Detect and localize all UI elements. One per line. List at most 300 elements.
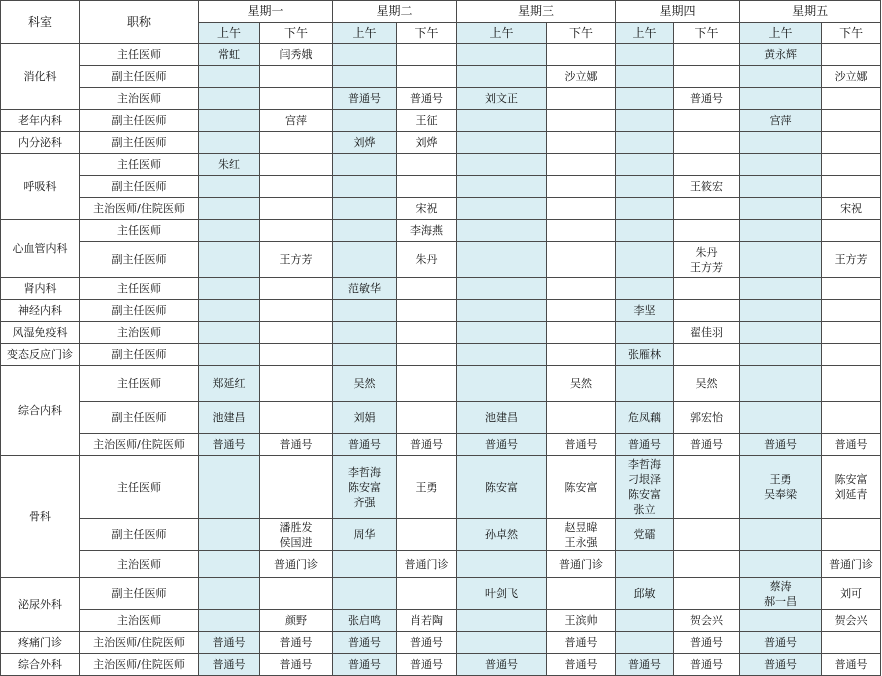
slot-am-cell: [199, 519, 260, 551]
header-am: 上午: [616, 23, 674, 44]
slot-am-cell: 池建昌: [199, 402, 260, 434]
title-cell: 主治医师: [80, 551, 199, 578]
dept-cell: 心血管内科: [1, 220, 80, 278]
slot-am-cell: [616, 551, 674, 578]
slot-am-cell: 朱红: [199, 154, 260, 176]
slot-pm-cell: [547, 578, 616, 610]
slot-pm-cell: [260, 278, 333, 300]
slot-pm-cell: [260, 220, 333, 242]
title-cell: 主治医师: [80, 610, 199, 632]
slot-pm-cell: 贺会兴: [674, 610, 740, 632]
slot-pm-cell: [547, 132, 616, 154]
slot-am-cell: [457, 154, 547, 176]
slot-pm-cell: 李海燕: [397, 220, 457, 242]
slot-am-cell: 张雁林: [616, 344, 674, 366]
slot-pm-cell: [674, 132, 740, 154]
slot-pm-cell: [547, 322, 616, 344]
slot-am-cell: [616, 242, 674, 278]
table-row: [1, 66, 881, 88]
slot-pm-cell: [674, 198, 740, 220]
dept-cell: 泌尿外科: [1, 578, 80, 632]
slot-pm-cell: [547, 88, 616, 110]
slot-am-cell: 叶剑飞: [457, 578, 547, 610]
slot-am-cell: [333, 198, 397, 220]
slot-am-cell: [199, 132, 260, 154]
dept-cell: 疼痛门诊: [1, 632, 80, 654]
slot-am-cell: [457, 242, 547, 278]
slot-am-cell: [616, 154, 674, 176]
title-cell: 副主任医师: [80, 176, 199, 198]
slot-pm-cell: 刘可: [822, 578, 881, 610]
schedule-body: [1, 44, 881, 676]
slot-am-cell: 危凤藕: [616, 402, 674, 434]
slot-am-cell: 普通号: [457, 434, 547, 456]
slot-pm-cell: 普通门诊: [822, 551, 881, 578]
header-am: 上午: [740, 23, 822, 44]
slot-am-cell: 张启鸣: [333, 610, 397, 632]
title-cell: 副主任医师: [80, 578, 199, 610]
slot-pm-cell: 普通门诊: [547, 551, 616, 578]
dept-cell: 变态反应门诊: [1, 344, 80, 366]
slot-am-cell: [457, 322, 547, 344]
slot-am-cell: [740, 366, 822, 402]
slot-pm-cell: [260, 88, 333, 110]
slot-pm-cell: [397, 322, 457, 344]
dept-cell: 神经内科: [1, 300, 80, 322]
slot-pm-cell: 普通号: [397, 434, 457, 456]
slot-am-cell: [740, 551, 822, 578]
slot-am-cell: [740, 88, 822, 110]
slot-pm-cell: [547, 300, 616, 322]
slot-pm-cell: [397, 344, 457, 366]
slot-am-cell: 普通号: [333, 654, 397, 676]
slot-pm-cell: [547, 154, 616, 176]
slot-pm-cell: 宋祝: [397, 198, 457, 220]
slot-pm-cell: [397, 300, 457, 322]
slot-pm-cell: 普通号: [397, 632, 457, 654]
slot-pm-cell: [674, 456, 740, 519]
slot-pm-cell: [547, 176, 616, 198]
slot-pm-cell: 郭宏怡: [674, 402, 740, 434]
slot-pm-cell: 宋祝: [822, 198, 881, 220]
table-row: [1, 519, 881, 551]
slot-am-cell: [740, 198, 822, 220]
slot-am-cell: 范敏华: [333, 278, 397, 300]
slot-pm-cell: [674, 220, 740, 242]
slot-am-cell: [616, 220, 674, 242]
dept-cell: 内分泌科: [1, 132, 80, 154]
slot-am-cell: [199, 176, 260, 198]
slot-am-cell: 党礌: [616, 519, 674, 551]
slot-pm-cell: 王方芳: [260, 242, 333, 278]
title-cell: 主任医师: [80, 366, 199, 402]
header-pm: 下午: [547, 23, 616, 44]
slot-pm-cell: [674, 278, 740, 300]
dept-cell: 骨科: [1, 456, 80, 578]
slot-pm-cell: 宫萍: [260, 110, 333, 132]
slot-pm-cell: [674, 519, 740, 551]
slot-am-cell: [457, 176, 547, 198]
slot-pm-cell: [674, 66, 740, 88]
table-row: [1, 220, 881, 242]
slot-pm-cell: [822, 154, 881, 176]
slot-am-cell: [333, 322, 397, 344]
slot-pm-cell: [822, 402, 881, 434]
slot-pm-cell: 沙立娜: [547, 66, 616, 88]
slot-am-cell: [199, 278, 260, 300]
slot-am-cell: 常虹: [199, 44, 260, 66]
dept-cell: 肾内科: [1, 278, 80, 300]
slot-am-cell: [616, 176, 674, 198]
table-row: [1, 434, 881, 456]
slot-am-cell: [333, 176, 397, 198]
slot-am-cell: [333, 578, 397, 610]
table-row: [1, 610, 881, 632]
table-row: [1, 198, 881, 220]
slot-pm-cell: 普通号: [822, 654, 881, 676]
header-row-days: [1, 1, 881, 23]
table-row: [1, 402, 881, 434]
header-pm: 下午: [674, 23, 740, 44]
slot-pm-cell: 普通号: [260, 632, 333, 654]
slot-pm-cell: 颜野: [260, 610, 333, 632]
title-cell: 副主任医师: [80, 344, 199, 366]
slot-am-cell: 普通号: [740, 654, 822, 676]
slot-pm-cell: 王勇: [397, 456, 457, 519]
slot-am-cell: 普通号: [333, 88, 397, 110]
slot-pm-cell: 普通号: [397, 88, 457, 110]
slot-pm-cell: [822, 322, 881, 344]
slot-pm-cell: [822, 632, 881, 654]
dept-cell: 综合外科: [1, 654, 80, 676]
dept-cell: 综合内科: [1, 366, 80, 456]
slot-am-cell: [457, 632, 547, 654]
table-row: [1, 654, 881, 676]
slot-pm-cell: 普通号: [674, 88, 740, 110]
slot-pm-cell: [674, 300, 740, 322]
title-cell: 主治医师: [80, 88, 199, 110]
slot-pm-cell: [260, 366, 333, 402]
slot-pm-cell: [260, 322, 333, 344]
slot-am-cell: [199, 322, 260, 344]
slot-am-cell: [333, 110, 397, 132]
slot-am-cell: [333, 242, 397, 278]
slot-pm-cell: 普通门诊: [397, 551, 457, 578]
slot-pm-cell: 吴然: [547, 366, 616, 402]
slot-am-cell: [740, 300, 822, 322]
slot-am-cell: 蔡涛 郝一昌: [740, 578, 822, 610]
slot-pm-cell: [397, 176, 457, 198]
slot-am-cell: [199, 300, 260, 322]
slot-pm-cell: [822, 519, 881, 551]
slot-am-cell: 宫萍: [740, 110, 822, 132]
slot-pm-cell: [260, 300, 333, 322]
slot-pm-cell: [822, 344, 881, 366]
slot-pm-cell: 潘胜发 侯国进: [260, 519, 333, 551]
slot-pm-cell: [822, 132, 881, 154]
slot-am-cell: [457, 198, 547, 220]
table-row: [1, 110, 881, 132]
slot-pm-cell: [397, 66, 457, 88]
header-day-tue: 星期二: [333, 1, 457, 23]
slot-pm-cell: [547, 44, 616, 66]
slot-pm-cell: 朱丹 王方芳: [674, 242, 740, 278]
slot-pm-cell: [547, 198, 616, 220]
slot-am-cell: 黄永辉: [740, 44, 822, 66]
slot-am-cell: 吴然: [333, 366, 397, 402]
slot-am-cell: 刘娟: [333, 402, 397, 434]
table-row: [1, 344, 881, 366]
slot-am-cell: [457, 551, 547, 578]
slot-am-cell: [616, 278, 674, 300]
slot-pm-cell: [822, 176, 881, 198]
slot-am-cell: [199, 66, 260, 88]
slot-pm-cell: [822, 44, 881, 66]
dept-cell: 风湿免疫科: [1, 322, 80, 344]
table-row: [1, 88, 881, 110]
title-cell: 主任医师: [80, 154, 199, 176]
header-day-wed: 星期三: [457, 1, 616, 23]
slot-pm-cell: 肖若陶: [397, 610, 457, 632]
header-day-fri: 星期五: [740, 1, 881, 23]
title-cell: 副主任医师: [80, 66, 199, 88]
slot-pm-cell: [822, 88, 881, 110]
slot-pm-cell: [260, 132, 333, 154]
slot-am-cell: [199, 551, 260, 578]
slot-am-cell: 普通号: [457, 654, 547, 676]
slot-am-cell: 李哲海 陈安富 齐强: [333, 456, 397, 519]
dept-cell: 消化科: [1, 44, 80, 110]
slot-am-cell: [616, 366, 674, 402]
slot-am-cell: 普通号: [616, 654, 674, 676]
slot-pm-cell: [674, 154, 740, 176]
slot-pm-cell: [260, 176, 333, 198]
slot-pm-cell: [822, 300, 881, 322]
title-cell: 主治医师: [80, 322, 199, 344]
title-cell: 副主任医师: [80, 242, 199, 278]
header-am: 上午: [199, 23, 260, 44]
slot-pm-cell: 陈安富: [547, 456, 616, 519]
slot-pm-cell: 普通门诊: [260, 551, 333, 578]
slot-am-cell: 郑延红: [199, 366, 260, 402]
title-cell: 副主任医师: [80, 402, 199, 434]
slot-am-cell: 普通号: [199, 434, 260, 456]
slot-am-cell: [616, 110, 674, 132]
title-cell: 副主任医师: [80, 519, 199, 551]
slot-pm-cell: 普通号: [260, 654, 333, 676]
slot-am-cell: [199, 344, 260, 366]
slot-pm-cell: 王方芳: [822, 242, 881, 278]
slot-am-cell: [740, 242, 822, 278]
slot-am-cell: [740, 278, 822, 300]
slot-am-cell: [199, 242, 260, 278]
slot-pm-cell: [547, 220, 616, 242]
slot-pm-cell: [260, 66, 333, 88]
slot-am-cell: [740, 176, 822, 198]
title-cell: 主治医师/住院医师: [80, 632, 199, 654]
slot-pm-cell: [397, 44, 457, 66]
slot-pm-cell: [674, 44, 740, 66]
slot-am-cell: 刘烨: [333, 132, 397, 154]
slot-am-cell: [333, 154, 397, 176]
slot-am-cell: 普通号: [333, 632, 397, 654]
slot-pm-cell: 贺会兴: [822, 610, 881, 632]
slot-pm-cell: [397, 402, 457, 434]
slot-am-cell: [333, 44, 397, 66]
slot-am-cell: [457, 66, 547, 88]
slot-pm-cell: 普通号: [674, 654, 740, 676]
slot-pm-cell: 普通号: [822, 434, 881, 456]
slot-am-cell: [740, 220, 822, 242]
slot-pm-cell: [547, 110, 616, 132]
slot-am-cell: [740, 519, 822, 551]
slot-am-cell: 普通号: [333, 434, 397, 456]
header-am: 上午: [333, 23, 397, 44]
slot-am-cell: [457, 220, 547, 242]
slot-am-cell: [199, 220, 260, 242]
slot-am-cell: [740, 66, 822, 88]
slot-pm-cell: [822, 366, 881, 402]
slot-am-cell: 陈安富: [457, 456, 547, 519]
slot-am-cell: 普通号: [740, 632, 822, 654]
slot-am-cell: 李哲海 刁垠泽 陈安富 张立: [616, 456, 674, 519]
slot-pm-cell: 普通号: [674, 632, 740, 654]
table-row: [1, 154, 881, 176]
slot-pm-cell: [260, 154, 333, 176]
slot-pm-cell: 沙立娜: [822, 66, 881, 88]
table-row: [1, 132, 881, 154]
table-row: [1, 44, 881, 66]
slot-pm-cell: [260, 344, 333, 366]
slot-pm-cell: 王滨帅: [547, 610, 616, 632]
slot-pm-cell: [397, 519, 457, 551]
slot-am-cell: [333, 66, 397, 88]
slot-pm-cell: 吴然: [674, 366, 740, 402]
slot-am-cell: 周华: [333, 519, 397, 551]
header-dept: 科室: [1, 1, 80, 44]
table-row: [1, 300, 881, 322]
slot-pm-cell: 赵昱暐 王永强: [547, 519, 616, 551]
table-row: [1, 578, 881, 610]
slot-am-cell: [457, 278, 547, 300]
slot-pm-cell: 闫秀娥: [260, 44, 333, 66]
header-pm: 下午: [397, 23, 457, 44]
slot-pm-cell: 陈安富 刘延青: [822, 456, 881, 519]
slot-pm-cell: [674, 551, 740, 578]
slot-am-cell: [740, 322, 822, 344]
slot-pm-cell: [397, 278, 457, 300]
slot-am-cell: [740, 344, 822, 366]
slot-pm-cell: 翟佳羽: [674, 322, 740, 344]
slot-am-cell: [199, 110, 260, 132]
header-day-thu: 星期四: [616, 1, 740, 23]
slot-am-cell: [199, 198, 260, 220]
slot-am-cell: 李坚: [616, 300, 674, 322]
title-cell: 主治医师/住院医师: [80, 434, 199, 456]
header-pm: 下午: [260, 23, 333, 44]
table-row: [1, 632, 881, 654]
slot-am-cell: [457, 610, 547, 632]
slot-am-cell: [333, 300, 397, 322]
slot-am-cell: [457, 110, 547, 132]
table-row: [1, 456, 881, 519]
table-row: [1, 366, 881, 402]
slot-am-cell: [616, 610, 674, 632]
slot-pm-cell: 普通号: [260, 434, 333, 456]
title-cell: 主任医师: [80, 220, 199, 242]
slot-am-cell: [333, 344, 397, 366]
slot-pm-cell: [397, 578, 457, 610]
slot-pm-cell: 普通号: [547, 632, 616, 654]
slot-pm-cell: 普通号: [547, 654, 616, 676]
table-row: [1, 551, 881, 578]
slot-am-cell: [616, 44, 674, 66]
slot-am-cell: [199, 578, 260, 610]
dept-cell: 呼吸科: [1, 154, 80, 220]
slot-am-cell: 池建昌: [457, 402, 547, 434]
slot-pm-cell: 普通号: [674, 434, 740, 456]
header-day-mon: 星期一: [199, 1, 333, 23]
slot-am-cell: [199, 456, 260, 519]
slot-am-cell: [616, 198, 674, 220]
slot-pm-cell: [547, 344, 616, 366]
slot-am-cell: [199, 88, 260, 110]
slot-am-cell: [457, 366, 547, 402]
title-cell: 副主任医师: [80, 110, 199, 132]
slot-pm-cell: [674, 344, 740, 366]
slot-pm-cell: 普通号: [547, 434, 616, 456]
slot-pm-cell: [674, 578, 740, 610]
header-title: 职称: [80, 1, 199, 44]
slot-pm-cell: 普通号: [397, 654, 457, 676]
slot-am-cell: 普通号: [616, 434, 674, 456]
slot-am-cell: 王勇 吴奉梁: [740, 456, 822, 519]
slot-pm-cell: 王筱宏: [674, 176, 740, 198]
slot-am-cell: 刘文正: [457, 88, 547, 110]
slot-pm-cell: [822, 110, 881, 132]
slot-pm-cell: [822, 220, 881, 242]
slot-pm-cell: [260, 402, 333, 434]
slot-pm-cell: [547, 278, 616, 300]
slot-am-cell: [457, 300, 547, 322]
slot-pm-cell: [260, 578, 333, 610]
slot-am-cell: [616, 88, 674, 110]
slot-pm-cell: [397, 366, 457, 402]
slot-pm-cell: [260, 198, 333, 220]
slot-am-cell: [333, 551, 397, 578]
slot-am-cell: 邱敏: [616, 578, 674, 610]
slot-am-cell: [740, 132, 822, 154]
slot-am-cell: [616, 322, 674, 344]
title-cell: 副主任医师: [80, 132, 199, 154]
slot-am-cell: [199, 610, 260, 632]
slot-am-cell: 孙卓然: [457, 519, 547, 551]
slot-am-cell: [457, 44, 547, 66]
slot-pm-cell: 朱丹: [397, 242, 457, 278]
slot-am-cell: [616, 132, 674, 154]
slot-pm-cell: [674, 110, 740, 132]
slot-pm-cell: [397, 154, 457, 176]
slot-pm-cell: [260, 456, 333, 519]
dept-cell: 老年内科: [1, 110, 80, 132]
table-row: [1, 322, 881, 344]
slot-am-cell: 普通号: [740, 434, 822, 456]
table-row: [1, 176, 881, 198]
slot-am-cell: [333, 220, 397, 242]
slot-am-cell: [457, 132, 547, 154]
table-row: [1, 242, 881, 278]
table-row: [1, 278, 881, 300]
